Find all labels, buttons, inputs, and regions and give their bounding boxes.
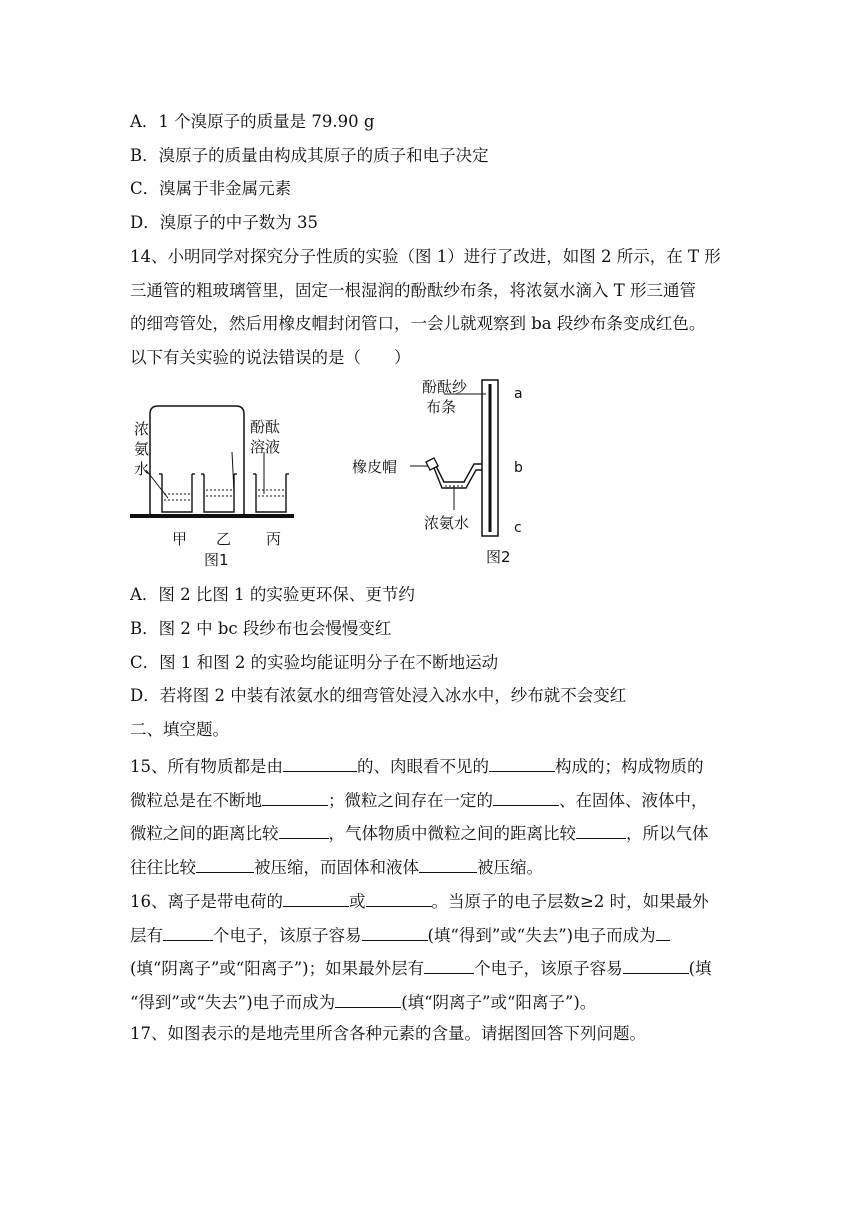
leader-phenol-2	[232, 452, 234, 492]
beaker-bing	[253, 474, 289, 512]
q16-line-3: (填“阴离子”或“阳离子”)；如果最外层有 个电子，该原子容易 (填	[130, 955, 712, 980]
blank	[623, 955, 689, 974]
blank	[576, 820, 626, 839]
blank	[283, 888, 349, 907]
q14-stem-line-2: 三通管的粗玻璃管里，固定一根湿润的酚酞纱布条，将浓氨水滴入 T 形三通管	[130, 281, 696, 300]
blank	[279, 820, 329, 839]
blank	[362, 922, 428, 941]
mark-a: a	[514, 386, 523, 402]
rubber-cap	[426, 458, 438, 470]
blank	[163, 922, 213, 941]
q16-line-4: “得到”或“失去”)电子而成为 (填“阴离子”或“阳离子”)。	[130, 989, 596, 1014]
bent-tube	[434, 462, 482, 488]
blank	[489, 753, 555, 772]
blank	[335, 989, 401, 1008]
q15-line-3: 微粒之间的距离比较 ，气体物质中微粒之间的距离比较 ，所以气体	[130, 820, 709, 845]
q14-stem-line-4: 以下有关实验的说法错误的是（ ）	[130, 348, 411, 367]
label-strip-2: 布条	[426, 398, 457, 416]
figure-1-beakers	[128, 398, 308, 570]
q16-line-2: 层有 个电子，该原子容易 (填“得到”或“失去”)电子而成为	[130, 922, 670, 947]
base-plate	[130, 514, 294, 518]
q13-option-b: B．溴原子的质量由构成其原子的质子和电子决定	[130, 146, 489, 165]
label-yi: 乙	[216, 530, 232, 548]
q14-stem-line-3: 的细弯管处，然后用橡皮帽封闭管口，一会儿就观察到 ba 段纱布条变成红色。	[130, 314, 706, 333]
q15-line-1: 15、所有物质都是由 的、肉眼看不见的 构成的；构成物质的	[130, 753, 704, 778]
label-strip-1: 酚酞纱	[422, 378, 468, 396]
blank	[196, 854, 254, 873]
blank	[419, 854, 477, 873]
q14-option-b: B．图 2 中 bc 段纱布也会慢慢变红	[130, 619, 392, 638]
figure-2-t-tube	[348, 376, 538, 570]
mark-b: b	[514, 460, 523, 476]
blank	[424, 955, 474, 974]
label-ammonia-2: 氨	[134, 440, 150, 458]
q17-stem: 17、如图表示的是地壳里所含各种元素的含量。请据图回答下列问题。	[130, 1024, 646, 1043]
label-ammonia: 浓氨水	[424, 514, 470, 532]
q14-option-d: D．若将图 2 中装有浓氨水的细弯管处浸入冰水中，纱布就不会变红	[130, 686, 627, 705]
q15-line-2: 微粒总是在不断地 ；微粒之间存在一定的 、在固体、液体中，	[130, 787, 708, 812]
label-phenol-1: 酚酞	[250, 418, 281, 436]
q14-option-c: C．图 1 和图 2 的实验均能证明分子在不断地运动	[130, 653, 499, 672]
label-ammonia-1: 浓	[134, 420, 150, 438]
label-cap: 橡皮帽	[352, 458, 398, 476]
q13-option-c: C．溴属于非金属元素	[130, 179, 292, 198]
label-bing: 丙	[266, 530, 282, 548]
section-heading: 二、填空题。	[130, 720, 229, 739]
figure-1-caption: 图1	[204, 551, 229, 569]
bell-jar	[150, 406, 244, 518]
q13-option-d: D．溴原子的中子数为 35	[130, 213, 318, 232]
label-jia: 甲	[172, 530, 188, 548]
label-phenol-2: 溶液	[250, 438, 281, 456]
blank	[493, 787, 559, 806]
blank	[656, 922, 670, 941]
blank	[262, 787, 328, 806]
blank	[283, 753, 357, 772]
q13-option-a: A．1 个溴原子的质量是 79.90 g	[130, 112, 375, 131]
q15-line-4: 往往比较 被压缩，而固体和液体 被压缩。	[130, 854, 543, 879]
beaker-yi	[201, 474, 237, 512]
figure-2-caption: 图2	[486, 548, 511, 566]
q14-option-a: A．图 2 比图 1 的实验更环保、更节约	[130, 585, 415, 604]
q16-line-1: 16、离子是带电荷的 或 。当原子的电子层数≥2 时，如果最外	[130, 888, 709, 913]
label-ammonia-3: 水	[134, 460, 150, 478]
mark-c: c	[514, 520, 522, 536]
q14-stem-line-1: 14、小明同学对探究分子性质的实验（图 1）进行了改进，如图 2 所示，在 T 形	[130, 247, 721, 266]
blank	[366, 888, 432, 907]
